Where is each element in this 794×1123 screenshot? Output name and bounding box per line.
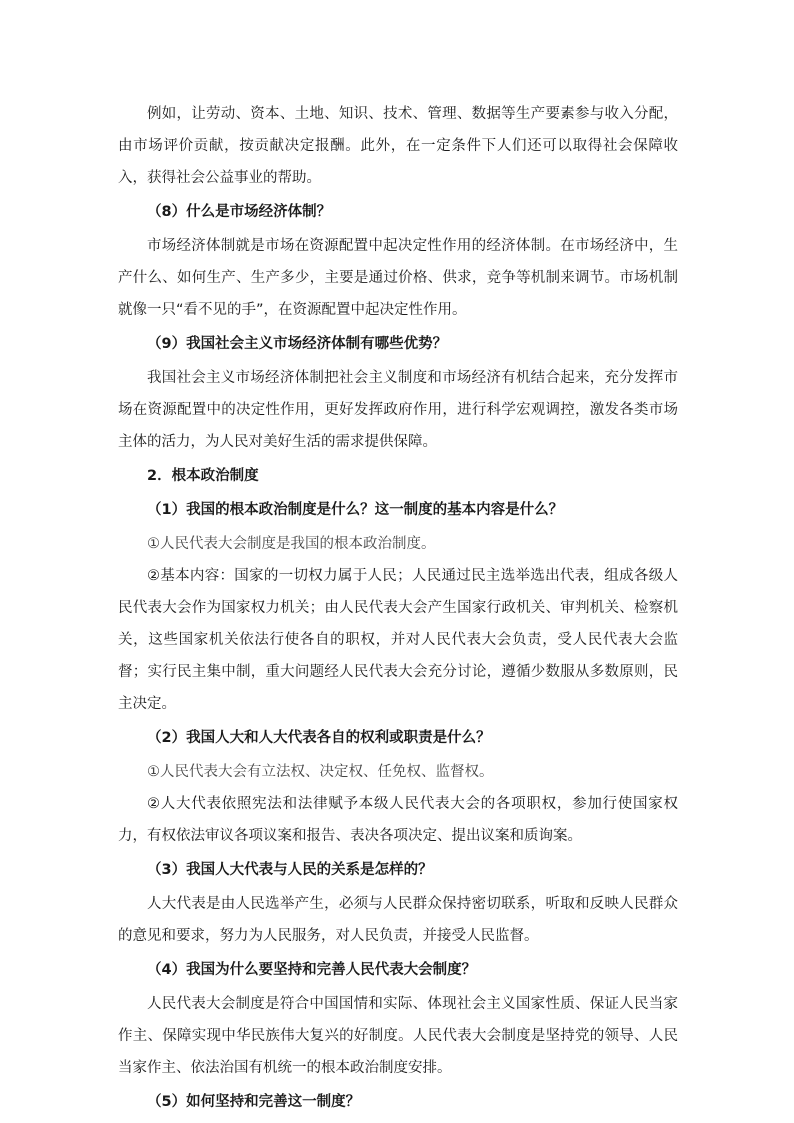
- question-heading-3: （3）我国人大代表与人民的关系是怎样的？: [147, 862, 433, 878]
- question-heading-2: （2）我国人大和人大代表各自的权利或职责是什么？: [147, 730, 491, 746]
- question-heading-8: （8）什么是市场经济体制？: [147, 204, 332, 220]
- question-heading-9: （9）我国社会主义市场经济体制有哪些优势？: [147, 336, 448, 352]
- answer-2-point-1: ①人民代表大会有立法权、决定权、任免权、监督权。: [147, 764, 494, 780]
- paragraph-socialist-market-advantages: 我国社会主义市场经济体制把社会主义制度和市场经济有机结合起来，充分发挥市场在资源配置中的决定性作用，更好发挥政府作用，进行科学宏观调控，激发各类市场主体的活力，为人民对美好生活的需求提供保障。: [118, 370, 678, 450]
- answer-1-point-1: ①人民代表大会制度是我国的根本政治制度。: [147, 536, 436, 552]
- question-heading-5: （5）如何坚持和完善这一制度？: [147, 1094, 361, 1110]
- section-heading-political-system: 2．根本政治制度: [147, 468, 259, 484]
- question-heading-1: （1）我国的根本政治制度是什么？这一制度的基本内容是什么？: [147, 502, 564, 518]
- answer-3: 人大代表是由人民选举产生，必须与人民群众保持密切联系，听取和反映人民群众的意见和要求，努力为人民服务，对人民负责，并接受人民监督。: [118, 896, 678, 944]
- paragraph-market-economy: 市场经济体制就是市场在资源配置中起决定性作用的经济体制。在市场经济中，生产什么、如何生产、生产多少，主要是通过价格、供求，竞争等机制来调节。市场机制就像一只“看不见的手”，在资源配置中起决定性作用。: [118, 238, 678, 318]
- question-heading-4: （4）我国为什么要坚持和完善人民代表大会制度？: [147, 962, 477, 978]
- answer-1-point-2: ②基本内容：国家的一切权力属于人民；人民通过民主选举选出代表，组成各级人民代表大会作为国家权力机关；由人民代表大会产生国家行政机关、审判机关、检察机关，这些国家机关依法行使各自的职权，并对人民代表大会负责，受人民代表大会监督；实行民主集中制，重大问题经人民代表大会充分讨论，遵循少数服从多数原则，民主决定。: [118, 568, 678, 712]
- answer-4: 人民代表大会制度是符合中国国情和实际、体现社会主义国家性质、保证人民当家作主、保障实现中华民族伟大复兴的好制度。人民代表大会制度是坚持党的领导、人民当家作主、依法治国有机统一的根本政治制度安排。: [118, 996, 678, 1076]
- document-body: [118, 98, 678, 1120]
- answer-2-point-2: ②人大代表依照宪法和法律赋予本级人民代表大会的各项职权，参加行使国家权力，有权依法审议各项议案和报告、表决各项决定、提出议案和质询案。: [118, 796, 678, 844]
- paragraph-income-distribution: 例如，让劳动、资本、土地、知识、技术、管理、数据等生产要素参与收入分配，由市场评价贡献，按贡献决定报酬。此外，在一定条件下人们还可以取得社会保障收入，获得社会公益事业的帮助。: [118, 106, 678, 186]
